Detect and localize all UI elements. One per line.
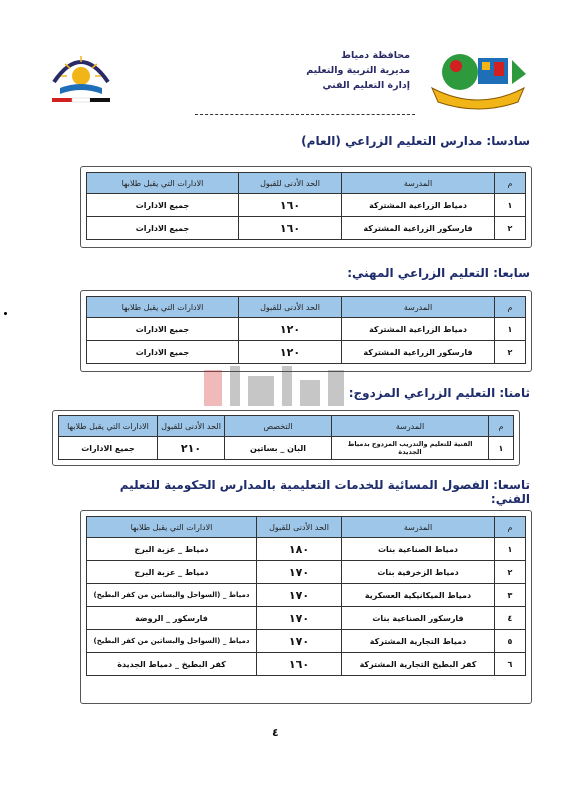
margin-dot <box>4 312 7 315</box>
table-row <box>87 341 526 364</box>
min-score: ١٧٠ <box>257 561 342 584</box>
row-number: ٤ <box>495 607 526 630</box>
min-score: ١٦٠ <box>239 217 342 240</box>
min-score: ٢١٠ <box>158 437 225 460</box>
col-header-number: م <box>495 517 526 538</box>
section9-title: تاسعا: الفصول المسائية للخدمات التعليمية بالمدارس الحكومية للتعليم الفني: <box>119 478 530 506</box>
min-score: ١٢٠ <box>239 341 342 364</box>
section9-table <box>86 516 526 676</box>
administrations: فارسكور _ الروضة <box>87 607 257 630</box>
letterhead <box>40 40 530 120</box>
row-number: ١ <box>495 538 526 561</box>
school-name: دمياط التجارية المشتركة <box>342 630 495 653</box>
table-row <box>87 630 526 653</box>
col-header-school: المدرسة <box>342 297 495 318</box>
administrations: كفر البطيخ _ دمياط الجديدة <box>87 653 257 676</box>
administrations: جميع الادارات <box>59 437 158 460</box>
row-number: ١ <box>489 437 514 460</box>
row-number: ٥ <box>495 630 526 653</box>
school-name: فارسكور الزراعية المشتركة <box>342 341 495 364</box>
col-header-min-score: الحد الأدنى للقبول <box>239 173 342 194</box>
section6-title: سادسا: مدارس التعليم الزراعي (العام) <box>301 134 530 148</box>
col-header-min-score: الحد الأدنى للقبول <box>257 517 342 538</box>
table-header-row <box>87 173 526 194</box>
section8-title: ثامنا: التعليم الزراعي المزدوج: <box>348 386 530 400</box>
section7-title: سابعا: التعليم الزراعي المهني: <box>347 266 530 280</box>
row-number: ١ <box>495 194 526 217</box>
letterhead-rule <box>195 114 415 115</box>
administrations: جميع الادارات <box>87 318 239 341</box>
row-number: ١ <box>495 318 526 341</box>
min-score: ١٧٠ <box>257 584 342 607</box>
col-header-administrations: الادارات التي يقبل طلابها <box>59 416 158 437</box>
section6-table <box>86 172 526 240</box>
administrations: دمياط _ عزبة البرج <box>87 538 257 561</box>
table-row <box>87 607 526 630</box>
table-header-row <box>87 517 526 538</box>
education-ministry-logo <box>46 42 116 112</box>
min-score: ١٦٠ <box>239 194 342 217</box>
administrations: دمياط _ (السواحل والبساتين من كفر البطيخ) <box>87 630 257 653</box>
governorate-name: محافظة دمياط <box>341 50 410 61</box>
row-number: ٣ <box>495 584 526 607</box>
col-header-school: المدرسة <box>342 517 495 538</box>
col-header-number: م <box>489 416 514 437</box>
school-name: دمياط الصناعية بنات <box>342 538 495 561</box>
table-row <box>87 217 526 240</box>
table-row <box>87 653 526 676</box>
school-name: دمياط الزخرفية بنات <box>342 561 495 584</box>
technical-education-logo <box>426 44 530 114</box>
col-header-number: م <box>495 173 526 194</box>
letterhead-text <box>230 48 410 93</box>
row-number: ٢ <box>495 561 526 584</box>
administrations: جميع الادارات <box>87 194 239 217</box>
table-row <box>87 318 526 341</box>
min-score: ١٨٠ <box>257 538 342 561</box>
col-header-school: المدرسة <box>332 416 489 437</box>
administrations: جميع الادارات <box>87 217 239 240</box>
col-header-number: م <box>495 297 526 318</box>
table-row <box>87 584 526 607</box>
school-name: دمياط الزراعية المشتركة <box>342 318 495 341</box>
administrations: دمياط _ عزبة البرج <box>87 561 257 584</box>
table-row <box>87 538 526 561</box>
row-number: ٢ <box>495 341 526 364</box>
administrations: دمياط _ (السواحل والبساتين من كفر البطيخ) <box>87 584 257 607</box>
col-header-min-score: الحد الأدنى للقبول <box>239 297 342 318</box>
col-header-min-score: الحد الأدنى للقبول <box>158 416 225 437</box>
administration-name: إدارة التعليم الفني <box>322 80 410 91</box>
school-name: الفنية للتعليم والتدريب المزدوج بدمياط الجديدة <box>332 437 489 460</box>
table-row <box>87 561 526 584</box>
table-header-row <box>87 297 526 318</box>
min-score: ١٢٠ <box>239 318 342 341</box>
directorate-name: مديرية التربية والتعليم <box>306 65 410 76</box>
school-name: دمياط الميكانيكية العسكرية <box>342 584 495 607</box>
page-number: ٤ <box>272 726 279 739</box>
school-name: دمياط الزراعية المشتركة <box>342 194 495 217</box>
min-score: ١٧٠ <box>257 630 342 653</box>
school-name: فارسكور الصناعية بنات <box>342 607 495 630</box>
table-header-row <box>59 416 514 437</box>
col-header-administrations: الادارات التي يقبل طلابها <box>87 297 239 318</box>
row-number: ٦ <box>495 653 526 676</box>
min-score: ١٧٠ <box>257 607 342 630</box>
table-row <box>59 437 514 460</box>
row-number: ٢ <box>495 217 526 240</box>
specialization: البان _ بساتين <box>225 437 332 460</box>
min-score: ١٦٠ <box>257 653 342 676</box>
administrations: جميع الادارات <box>87 341 239 364</box>
table-row <box>87 194 526 217</box>
school-name: فارسكور الزراعية المشتركة <box>342 217 495 240</box>
col-header-school: المدرسة <box>342 173 495 194</box>
section7-table <box>86 296 526 364</box>
col-header-specialization: التخصص <box>225 416 332 437</box>
col-header-administrations: الادارات التي يقبل طلابها <box>87 517 257 538</box>
school-name: كفر البطيخ التجارية المشتركة <box>342 653 495 676</box>
col-header-administrations: الادارات التي يقبل طلابها <box>87 173 239 194</box>
section8-table <box>58 415 514 460</box>
